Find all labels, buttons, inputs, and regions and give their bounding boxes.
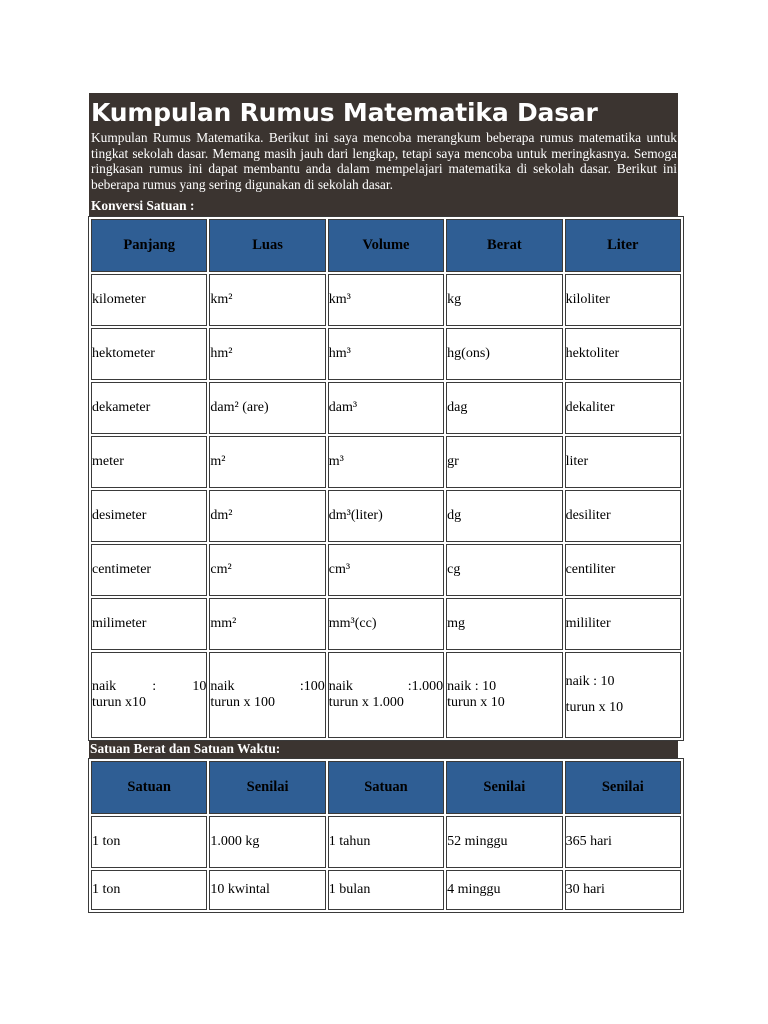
table-row (91, 436, 681, 488)
table-cell (209, 652, 325, 738)
table-cell (446, 652, 562, 738)
table-cell: dam² (are) (209, 382, 325, 434)
cell-text: naik (92, 679, 117, 694)
cell-text: turun x10 (92, 695, 147, 710)
table-cell: centimeter (91, 544, 207, 596)
table-cell: km³ (328, 274, 444, 326)
section-label-berat-waktu: Satuan Berat dan Satuan Waktu: (89, 741, 678, 758)
table-row (91, 382, 681, 434)
table-cell: hektometer (91, 328, 207, 380)
table-cell: cm² (209, 544, 325, 596)
section-label-konversi: Konversi Satuan : (91, 198, 195, 213)
table-cell: dekaliter (565, 382, 681, 434)
table-cell: mililiter (565, 598, 681, 650)
table-row-naik-turun (91, 652, 681, 738)
table-cell (328, 652, 444, 738)
intro-paragraph: Kumpulan Rumus Matematika. Berikut ini saya mencoba merangkum beberapa rumus matematika untuk tingkat sekolah dasar. Memang masih jauh dari lengkap, tetapi saya mencoba untuk meringkasnya. Semoga ringkasan rumus ini dapat membantu anda dalam mempelajari matematika di sekolah dasar. Berikut ini beberapa rumus yang sering digunakan di sekolah dasar. (91, 130, 677, 192)
table-cell: dm³(liter) (328, 490, 444, 542)
table-cell (91, 652, 207, 738)
table-row (91, 328, 681, 380)
column-header: Panjang (91, 219, 207, 272)
table-cell: milimeter (91, 598, 207, 650)
column-header: Senilai (446, 761, 562, 814)
table-cell: 1 ton (91, 816, 207, 868)
table-header-row (91, 761, 681, 814)
table-row (91, 870, 681, 910)
table-cell: hektoliter (565, 328, 681, 380)
table-cell: 1 ton (91, 870, 207, 910)
table-cell: mm² (209, 598, 325, 650)
column-header: Berat (446, 219, 562, 272)
cell-text: naik : 10 (565, 674, 615, 689)
table-cell: 10 kwintal (209, 870, 325, 910)
table-row (91, 598, 681, 650)
column-header: Satuan (328, 761, 444, 814)
table-cell: meter (91, 436, 207, 488)
table-row (91, 544, 681, 596)
table-cell: mm³(cc) (328, 598, 444, 650)
table-cell: 52 minggu (446, 816, 562, 868)
cell-text: turun x 1.000 (328, 695, 404, 710)
table-cell: mg (446, 598, 562, 650)
cell-text: naik (210, 679, 235, 694)
table-cell (565, 652, 681, 738)
table-row (91, 490, 681, 542)
table-cell: m² (209, 436, 325, 488)
table-cell: desiliter (565, 490, 681, 542)
table-cell: hm² (209, 328, 325, 380)
table-cell: dg (446, 490, 562, 542)
table-cell: hg(ons) (446, 328, 562, 380)
table-cell: desimeter (91, 490, 207, 542)
table-cell: 4 minggu (446, 870, 562, 910)
table-cell: kilometer (91, 274, 207, 326)
page-title: Kumpulan Rumus Matematika Dasar (91, 98, 598, 127)
table-cell: 365 hari (565, 816, 681, 868)
cell-text: naik : 10 (447, 679, 497, 694)
table-row (91, 816, 681, 868)
konversi-satuan-table (88, 216, 684, 741)
cell-text: 10 (192, 679, 207, 694)
table-cell: m³ (328, 436, 444, 488)
document-page (89, 93, 683, 913)
cell-text: turun x 100 (210, 695, 275, 710)
table-cell: hm³ (328, 328, 444, 380)
column-header: Senilai (565, 761, 681, 814)
column-header: Luas (209, 219, 325, 272)
table-cell: cm³ (328, 544, 444, 596)
column-header: Satuan (91, 761, 207, 814)
satuan-berat-waktu-table (88, 758, 684, 913)
table-cell: 1 bulan (328, 870, 444, 910)
table-cell: liter (565, 436, 681, 488)
column-header: Liter (565, 219, 681, 272)
cell-text: turun x 10 (447, 695, 505, 710)
column-header: Senilai (209, 761, 325, 814)
table-cell: cg (446, 544, 562, 596)
cell-text: naik (328, 679, 353, 694)
table-cell: 30 hari (565, 870, 681, 910)
table-cell: dm² (209, 490, 325, 542)
table-cell: 1 tahun (328, 816, 444, 868)
table-cell: centiliter (565, 544, 681, 596)
table-cell: 1.000 kg (209, 816, 325, 868)
column-header: Volume (328, 219, 444, 272)
cell-text: :1.000 (407, 679, 444, 694)
cell-text: turun x 10 (565, 700, 624, 715)
intro-panel (89, 93, 678, 216)
table-cell: dam³ (328, 382, 444, 434)
table-cell: dekameter (91, 382, 207, 434)
table-cell: km² (209, 274, 325, 326)
cell-text: :100 (299, 679, 325, 694)
table-cell: gr (446, 436, 562, 488)
table-cell: kg (446, 274, 562, 326)
table-cell: kiloliter (565, 274, 681, 326)
cell-text: : (152, 679, 157, 694)
table-header-row (91, 219, 681, 272)
table-cell: dag (446, 382, 562, 434)
table-row (91, 274, 681, 326)
